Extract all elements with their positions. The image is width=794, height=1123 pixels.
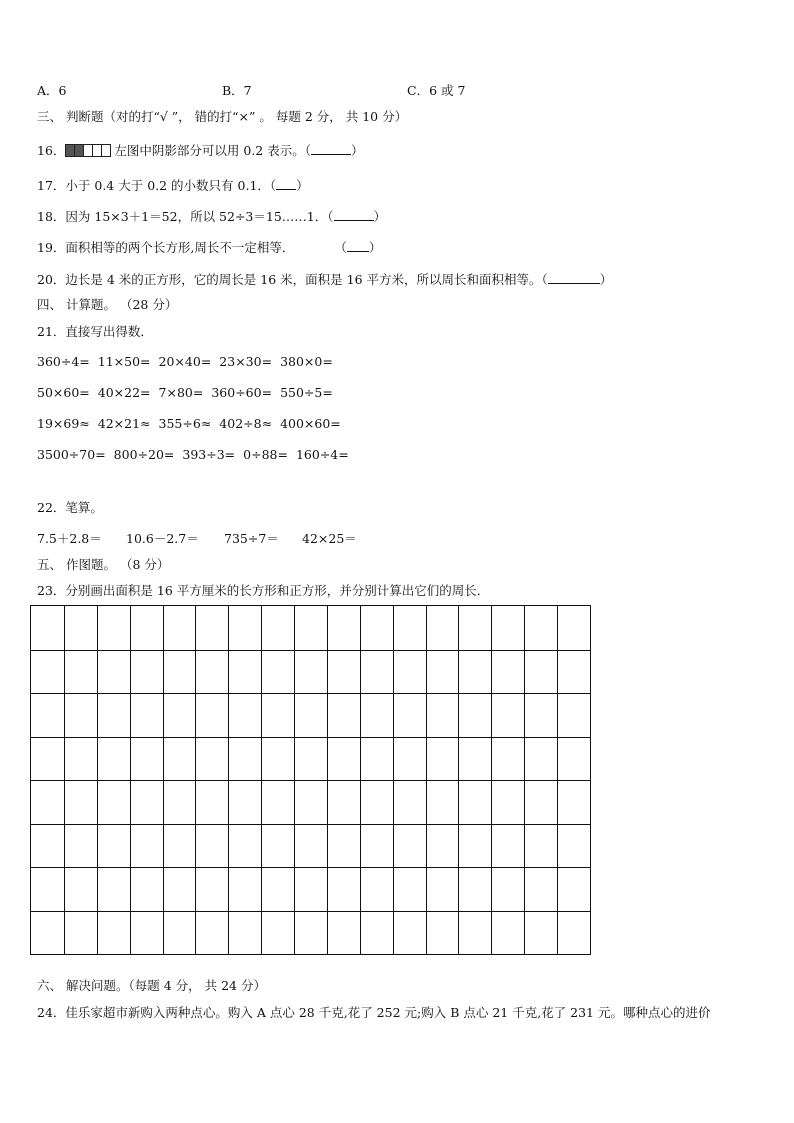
shaded-cell xyxy=(66,145,75,156)
empty-cell xyxy=(84,145,93,156)
question-16-number: 16． xyxy=(37,143,66,158)
question-21-title: 21．直接写出得数． xyxy=(37,324,153,339)
shaded-cell xyxy=(75,145,84,156)
answer-blank[interactable] xyxy=(347,239,369,252)
section-5-heading: 五、 作图题。 （8 分） xyxy=(37,557,170,572)
calc-item: 380×0= xyxy=(280,354,333,369)
grid-line-horizontal xyxy=(31,911,590,912)
grid-line-horizontal xyxy=(31,737,590,738)
calc-item: 550÷5= xyxy=(280,385,333,400)
calc-item: 42×21≈ xyxy=(97,416,151,431)
empty-cell xyxy=(93,145,102,156)
calc-item: 355÷6≈ xyxy=(158,416,212,431)
calc-row xyxy=(37,385,341,401)
answer-blank[interactable] xyxy=(334,208,374,221)
calc-item: 42×25＝ xyxy=(302,531,357,546)
calc-item: 40×22= xyxy=(97,385,151,400)
question-17: 17．小于 0.4 大于 0.2 的小数只有 0.1．（ ） xyxy=(37,178,309,193)
section-4-heading: 四、 计算题。 （28 分） xyxy=(37,297,178,312)
calc-item: 402÷8≈ xyxy=(219,416,273,431)
question-22-title: 22．笔算。 xyxy=(37,500,103,515)
calc-item: 19×69≈ xyxy=(37,416,90,431)
calc-item: 50×60= xyxy=(37,385,90,400)
grid-line-horizontal xyxy=(31,693,590,694)
calc-row xyxy=(37,416,349,432)
question-16: 16． 左图中阴影部分可以用 0.2 表示。（ ） xyxy=(37,143,364,158)
question-24: 24．佳乐家超市新购入两种点心。购入 A 点心 28 千克,花了 252 元;购入 B 点心 21 千克,花了 231 元。哪种点心的进价 xyxy=(37,1005,711,1020)
question-19: 19．面积相等的两个长方形,周长不一定相等． （ ） xyxy=(37,240,382,255)
calc-row xyxy=(37,447,357,463)
section-3-heading: 三、 判断题（对的打“√ ”， 错的打“×” 。 每题 2 分， 共 10 分） xyxy=(37,109,408,124)
question-20: 20．边长是 4 米的正方形，它的周长是 16 米，面积是 16 平方米，所以周长和面积相等。（ ） xyxy=(37,272,613,287)
calc-item: 360÷60= xyxy=(211,385,273,400)
calc-item: 393÷3= xyxy=(182,447,236,462)
calc-item: 7×80= xyxy=(158,385,204,400)
question-18: 18．因为 15×3＋1＝52，所以 52÷3＝15……1．（ ） xyxy=(37,209,387,224)
empty-cell xyxy=(102,145,111,156)
question-23: 23．分别画出面积是 16 平方厘米的长方形和正方形，并分别计算出它们的周长． xyxy=(37,583,490,598)
calc-item: 800÷20= xyxy=(113,447,175,462)
grid-line-horizontal xyxy=(31,650,590,651)
calc-item: 23×30= xyxy=(219,354,273,369)
decimal-grid-figure xyxy=(65,144,111,157)
section-6-heading: 六、 解决问题。（每题 4 分， 共 24 分） xyxy=(37,978,266,993)
calc-item: 400×60= xyxy=(280,416,341,431)
drawing-grid[interactable] xyxy=(30,605,591,955)
written-calc-row xyxy=(37,531,357,547)
question-16-text: 左图中阴影部分可以用 0.2 表示。（ xyxy=(114,143,311,158)
answer-blank[interactable] xyxy=(276,177,296,190)
option-c: C．6 或 7 xyxy=(407,83,466,98)
calc-item: 160÷4= xyxy=(295,447,349,462)
calc-item: 735÷7＝ xyxy=(224,531,279,546)
calc-row xyxy=(37,354,341,370)
grid-line-horizontal xyxy=(31,867,590,868)
answer-blank[interactable] xyxy=(548,271,600,284)
option-a: A．6 xyxy=(37,83,67,98)
calc-item: 360÷4= xyxy=(37,354,90,369)
calc-item: 3500÷70= xyxy=(37,447,106,462)
grid-line-horizontal xyxy=(31,824,590,825)
calc-item: 20×40= xyxy=(158,354,212,369)
calc-item: 0÷88= xyxy=(243,447,288,462)
answer-blank[interactable] xyxy=(311,142,351,155)
calc-item: 11×50= xyxy=(97,354,151,369)
grid-line-horizontal xyxy=(31,780,590,781)
option-b: B．7 xyxy=(222,83,252,98)
calc-item: 7.5＋2.8＝ xyxy=(37,531,102,546)
calc-item: 10.6－2.7＝ xyxy=(126,531,199,546)
